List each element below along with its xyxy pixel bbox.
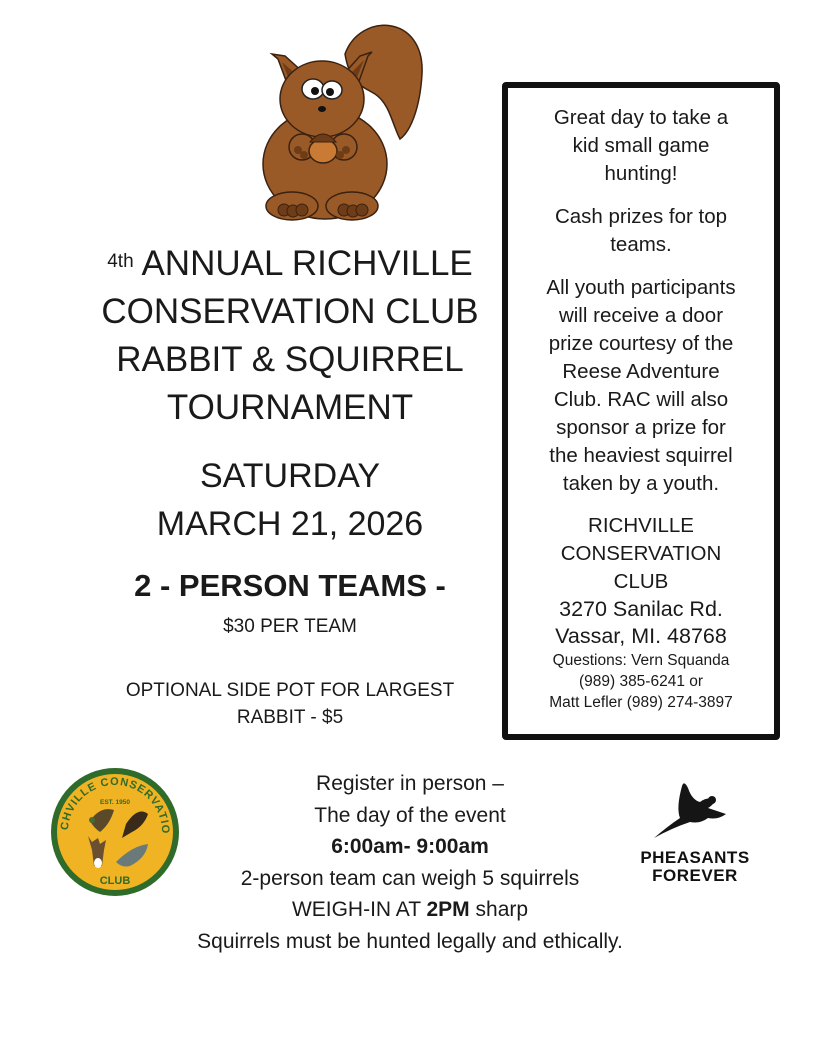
patch-bottom-text: CLUB bbox=[99, 875, 131, 887]
event-title bbox=[70, 240, 510, 432]
info-paragraph-kids bbox=[508, 104, 774, 188]
contact-info bbox=[508, 650, 774, 713]
pf-line-1: PHEASANTS bbox=[640, 848, 750, 867]
pheasants-forever-logo bbox=[622, 778, 768, 888]
club-name-line: CONSERVATION bbox=[560, 542, 722, 565]
address-street: 3270 Sanilac Rd. bbox=[559, 597, 723, 621]
info-line: prize courtesy of the bbox=[548, 332, 734, 355]
ordinal-number: 4 bbox=[107, 251, 118, 272]
info-line: All youth participants bbox=[546, 276, 736, 299]
ethics-line: Squirrels must be hunted legally and ethically. bbox=[197, 929, 623, 953]
pheasant-bird-icon bbox=[622, 778, 768, 844]
event-day-line: The day of the event bbox=[314, 803, 506, 827]
side-pot-line-2: RABBIT - $5 bbox=[236, 707, 344, 728]
club-name-line: RICHVILLE bbox=[588, 514, 694, 537]
event-date bbox=[70, 452, 510, 548]
address-city: Vassar, MI. 48768 bbox=[555, 624, 727, 648]
info-line: Cash prizes for top bbox=[554, 205, 728, 228]
club-address bbox=[508, 596, 774, 650]
pheasants-forever-name bbox=[622, 849, 768, 885]
info-line: will receive a door bbox=[558, 304, 724, 327]
weigh-limit-line: 2-person team can weigh 5 squirrels bbox=[240, 866, 580, 890]
pf-line-2: FOREVER bbox=[652, 866, 738, 885]
title-line-2: CONSERVATION CLUB bbox=[101, 292, 479, 331]
title-line-4: TOURNAMENT bbox=[166, 388, 414, 427]
registration-info bbox=[150, 768, 670, 957]
event-full-date: MARCH 21, 2026 bbox=[156, 505, 424, 543]
weigh-in-prefix: WEIGH-IN AT bbox=[291, 898, 427, 921]
side-pot-line-1: OPTIONAL SIDE POT FOR LARGEST bbox=[125, 680, 455, 701]
side-pot bbox=[70, 677, 510, 731]
info-line: teams. bbox=[610, 233, 672, 256]
patch-top-text: CHVILLE CONSERVATIO bbox=[58, 775, 172, 835]
weigh-in-suffix: sharp bbox=[469, 898, 529, 921]
teams-heading: 2 - PERSON TEAMS - bbox=[134, 568, 446, 603]
register-line: Register in person – bbox=[316, 772, 504, 795]
patch-est-text: EST. 1950 bbox=[100, 799, 130, 806]
team-fee: $30 PER TEAM bbox=[223, 616, 357, 637]
club-name-line: CLUB bbox=[613, 570, 669, 593]
hours-text: 6:00am- 9:00am bbox=[331, 835, 489, 858]
info-box bbox=[502, 82, 780, 740]
info-line: kid small game bbox=[572, 134, 710, 157]
contact-line: (989) 385-6241 or bbox=[578, 673, 704, 690]
title-text-1: ANNUAL RICHVILLE bbox=[141, 244, 473, 283]
contact-line: Matt Lefler (989) 274-3897 bbox=[549, 694, 733, 711]
squirrel-mascot-image bbox=[250, 14, 430, 224]
info-line: sponsor a prize for bbox=[556, 416, 726, 439]
title-line-3: RABBIT & SQUIRREL bbox=[116, 340, 464, 379]
registration-hours bbox=[150, 831, 670, 863]
info-line: Club. RAC will also bbox=[553, 388, 729, 411]
info-line: taken by a youth. bbox=[562, 472, 720, 495]
weigh-in-line bbox=[150, 894, 670, 926]
info-line: hunting! bbox=[604, 162, 678, 185]
event-day: SATURDAY bbox=[199, 457, 381, 495]
info-line: the heaviest squirrel bbox=[549, 444, 733, 467]
info-line: Great day to take a bbox=[553, 106, 729, 129]
contact-line: Questions: Vern Squanda bbox=[552, 652, 730, 669]
info-line: Reese Adventure bbox=[562, 360, 720, 383]
info-paragraph-prizes bbox=[508, 203, 774, 259]
weigh-in-time: 2PM bbox=[426, 898, 470, 921]
title-line-1 bbox=[70, 240, 510, 288]
club-name bbox=[508, 512, 774, 596]
ordinal-suffix: th bbox=[117, 251, 134, 272]
info-paragraph-youth bbox=[508, 274, 774, 498]
